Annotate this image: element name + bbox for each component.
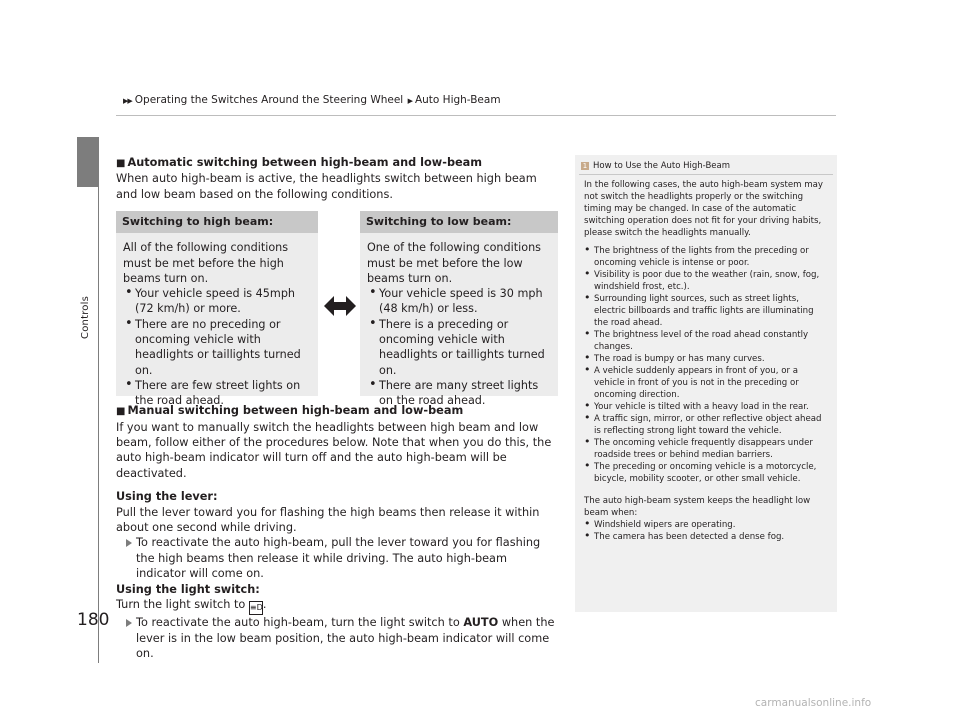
- high-beam-condition-item: • There are no preceding or oncoming vehicle with headlights or taillights turned on.: [123, 317, 312, 378]
- breadcrumb-arrow-icon: ▶: [407, 97, 412, 105]
- auto-switching-intro: When auto high-beam is active, the headlights switch between high beam and low beam based on the following conditions.: [116, 172, 537, 201]
- side-note-case-item: • Your vehicle is tilted with a heavy load in the rear.: [584, 401, 829, 413]
- side-note-case-item: • Visibility is poor due to the weather (rain, snow, fog, windshield frost, etc.).: [584, 269, 829, 293]
- main-content: [116, 155, 560, 661]
- low-beam-condition-item: • Your vehicle speed is 30 mph (48 km/h) or less.: [367, 286, 552, 317]
- high-beam-condition-item: • Your vehicle speed is 45mph (72 km/h) or more.: [123, 286, 312, 317]
- high-beam-conditions: [116, 211, 318, 408]
- side-note-keeps-item: • The camera has been detected a dense fog.: [584, 531, 829, 543]
- using-light-switch-text: Turn the light switch to ≡D.: [116, 597, 560, 615]
- high-beam-condition-item: • There are few street lights on the road ahead.: [123, 378, 312, 409]
- square-bullet-icon: ■: [116, 158, 126, 169]
- side-note-case-item: • A traffic sign, mirror, or other reflective object ahead is reflecting strong light toward the vehicle.: [584, 413, 829, 437]
- using-light-switch-reactivate: To reactivate the auto high-beam, turn the light switch to AUTO when the lever is in the low beam position, the auto high-beam indicator will come on.: [116, 615, 560, 661]
- low-beam-lead: One of the following conditions must be met before the low beams turn on.: [367, 241, 541, 285]
- side-note-header: [575, 155, 837, 174]
- auto-keyword: AUTO: [463, 616, 499, 630]
- low-beam-condition-item: • There are many street lights on the road ahead.: [367, 378, 552, 409]
- breadcrumb-arrow-icon: ▶▶: [123, 97, 132, 105]
- using-lever-reactivate: To reactivate the auto high-beam, pull the lever toward you for flashing the high beams then release it while driving. The auto high-beam indicator will come on.: [116, 535, 560, 581]
- high-beam-lead: All of the following conditions must be met before the high beams turn on.: [123, 241, 289, 285]
- using-lever-title: Using the lever:: [116, 490, 218, 504]
- auto-switching-heading: ■ Automatic switching between high-beam and low-beam: [116, 156, 483, 169]
- sidebar-tab-marker: [77, 137, 98, 187]
- side-note-intro: In the following cases, the auto high-beam system may not switch the headlights properly or the switching timing may be changed. In case of the automatic switching operation does not fit for your driving habits, please switch the headlights manually.: [584, 180, 823, 238]
- manual-switching-intro: If you want to manually switch the headlights between high beam and low beam, follow either of the procedures below. Note that when you do this, the auto high-beam indicator will turn off and the auto high-beam will be deactivated.: [116, 420, 552, 480]
- side-note-case-item: • A vehicle suddenly appears in front of you, or a vehicle in front of you is not in the preceding or oncoming direction.: [584, 365, 829, 401]
- high-beam-header: Switching to high beam:: [116, 211, 318, 233]
- low-beam-conditions: [360, 211, 558, 408]
- conditions-table: [116, 211, 560, 408]
- header-rule: [116, 115, 836, 116]
- breadcrumb-item-auto-high-beam[interactable]: Auto High-Beam: [414, 94, 501, 106]
- headlight-icon: ≡D: [249, 601, 263, 615]
- triangle-bullet-icon: [126, 619, 132, 627]
- using-lever-text: Pull the lever toward you for flashing the high beams then release it within about one second while driving.: [116, 505, 540, 535]
- side-note-case-item: • The road is bumpy or has many curves.: [584, 353, 829, 365]
- low-beam-header: Switching to low beam:: [360, 211, 558, 233]
- breadcrumb: [122, 94, 501, 106]
- breadcrumb-item-operating-switches[interactable]: Operating the Switches Around the Steering Wheel: [134, 94, 404, 106]
- side-note-keeps-item: • Windshield wipers are operating.: [584, 519, 829, 531]
- side-note-case-item: • The brightness level of the road ahead constantly changes.: [584, 329, 829, 353]
- page-number: 180: [77, 610, 110, 630]
- watermark: carmanualsonline.info: [755, 697, 872, 709]
- side-note-case-item: • The oncoming vehicle frequently disappears under roadside trees or behind median barriers.: [584, 437, 829, 461]
- side-note-case-item: • Surrounding light sources, such as street lights, electric billboards and traffic lights are illuminating the road ahead.: [584, 293, 829, 329]
- note-marker-icon: 1: [582, 161, 588, 170]
- using-light-switch-title: Using the light switch:: [116, 582, 260, 596]
- low-beam-condition-item: • There is a preceding or oncoming vehicle with headlights or taillights turned on.: [367, 317, 552, 378]
- sidebar-rule: [98, 137, 99, 663]
- triangle-bullet-icon: [126, 539, 132, 547]
- sidebar-section-label[interactable]: Controls: [80, 296, 91, 339]
- side-note-keeps-text: The auto high-beam system keeps the headlight low beam when:: [584, 496, 811, 518]
- square-bullet-icon: ■: [116, 406, 126, 418]
- manual-switching-heading: ■ Manual switching between high-beam and low-beam: [116, 404, 464, 418]
- side-note-title: How to Use the Auto High-Beam: [593, 160, 731, 171]
- side-note-case-item: • The preceding or oncoming vehicle is a motorcycle, bicycle, mobility scooter, or other small vehicle.: [584, 461, 829, 485]
- side-note-case-item: • The brightness of the lights from the preceding or oncoming vehicle is intense or poor.: [584, 245, 829, 269]
- side-note-panel: [575, 155, 837, 612]
- double-arrow-icon: [324, 295, 356, 317]
